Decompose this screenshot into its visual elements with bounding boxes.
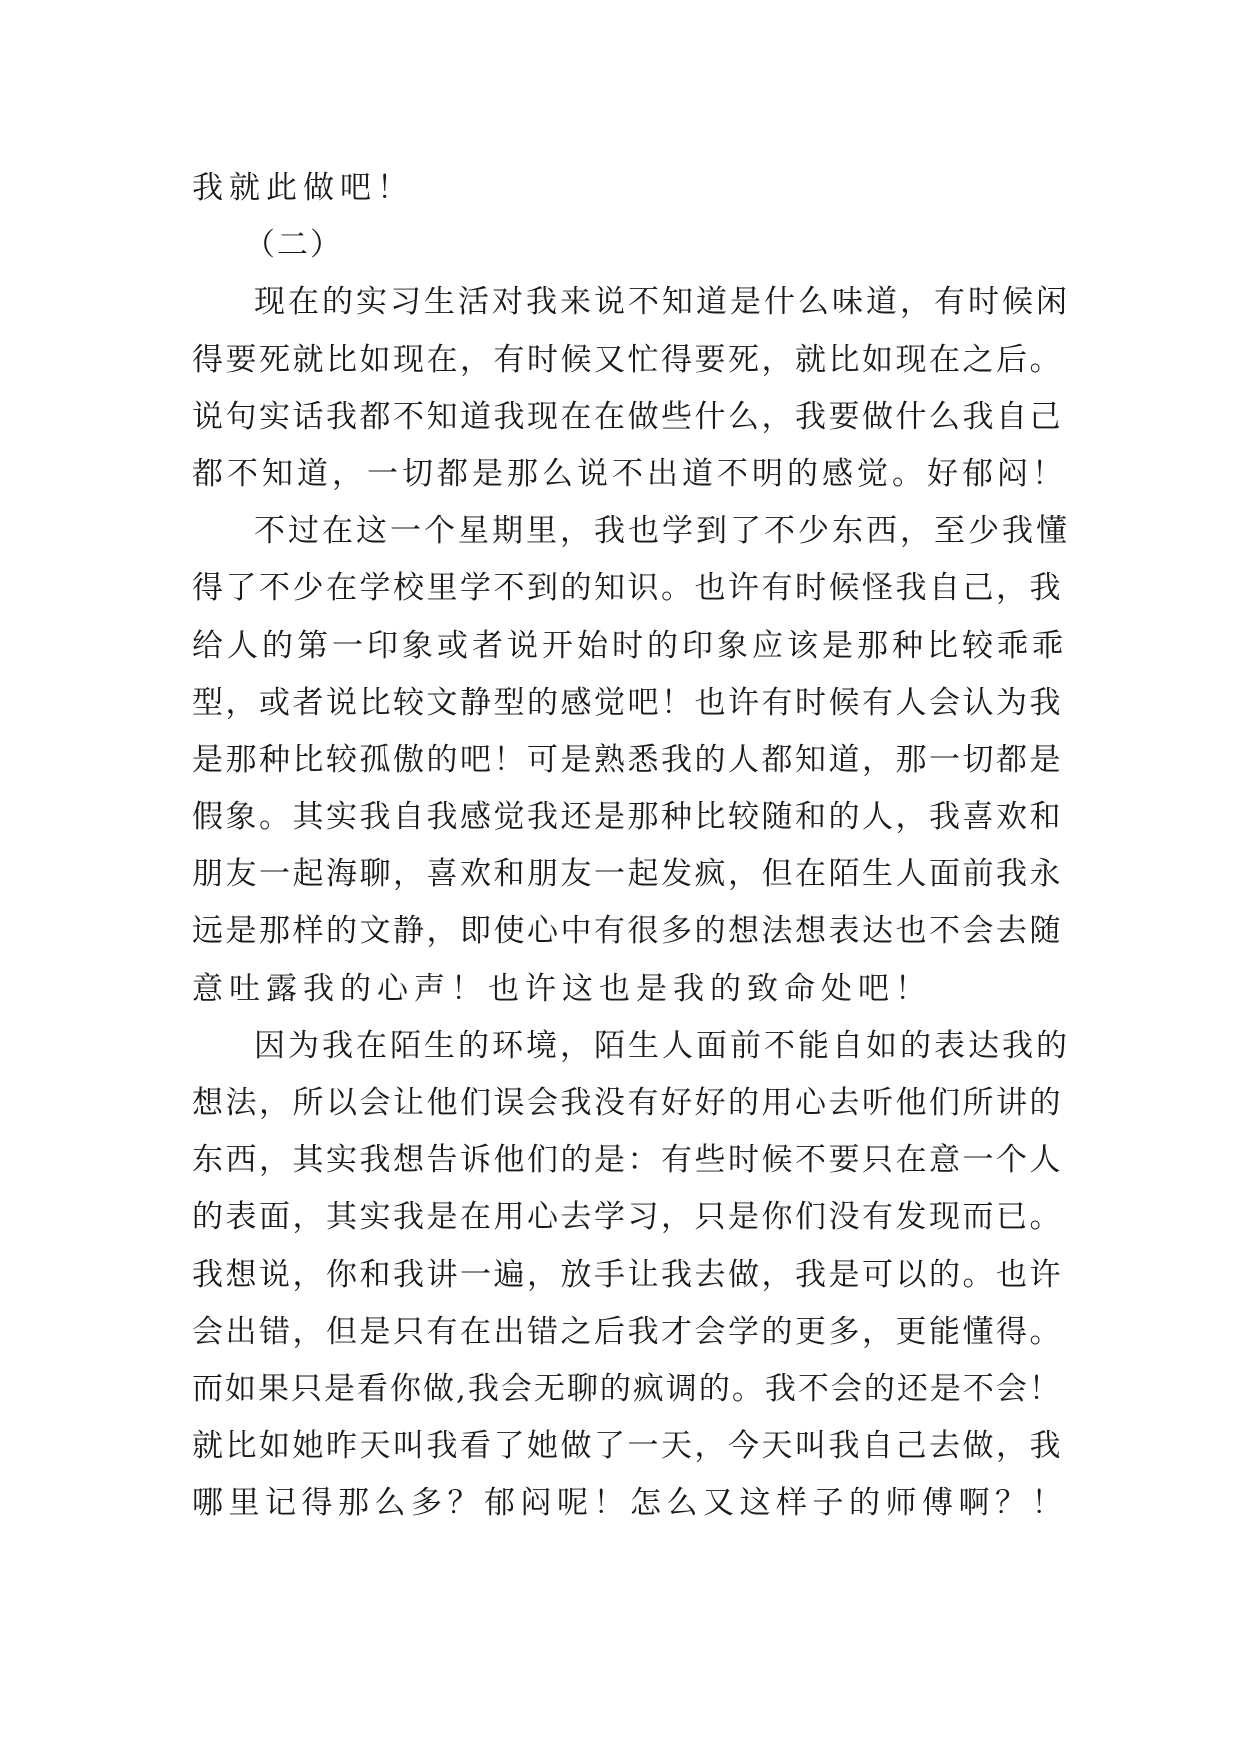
text-line: 都不知道，一切都是那么说不出道不明的感觉。好郁闷！ bbox=[192, 455, 1067, 492]
text-line: 型，或者说比较文静型的感觉吧！也许有时候有人会认为我 bbox=[192, 684, 1063, 721]
text-line: 假象。其实我自我感觉我还是那种比较随和的人，我喜欢和 bbox=[192, 799, 1063, 836]
text-line: 东西，其实我想告诉他们的是：有些时候不要只在意一个人 bbox=[192, 1142, 1063, 1179]
text-line: 就比如她昨天叫我看了她做了一天，今天叫我自己去做，我 bbox=[192, 1428, 1063, 1465]
text-line: 而如果只是看你做,我会无聊的疯调的。我不会的还是不会！ bbox=[192, 1370, 1062, 1407]
text-line: 意吐露我的心声！也许这也是我的致命处吧！ bbox=[192, 970, 932, 1007]
text-line: 远是那样的文静，即使心中有很多的想法想表达也不会去随 bbox=[192, 913, 1063, 950]
text-line: 给人的第一印象或者说开始时的印象应该是那种比较乖乖 bbox=[192, 627, 1067, 664]
paragraph-first-line: 现在的实习生活对我来说不知道是什么味道，有时候闲 bbox=[254, 284, 1070, 321]
text-line: 我就此做吧！ bbox=[192, 170, 414, 206]
paragraph-first-line: 不过在这一个星期里，我也学到了不少东西，至少我懂 bbox=[254, 513, 1070, 550]
text-line: 朋友一起海聊，喜欢和朋友一起发疯，但在陌生人面前我永 bbox=[192, 856, 1063, 893]
text-line: 得要死就比如现在，有时候又忙得要死，就比如现在之后。 bbox=[192, 341, 1063, 378]
text-line: 的表面，其实我是在用心去学习，只是你们没有发现而已。 bbox=[192, 1199, 1063, 1236]
document-body bbox=[192, 160, 1072, 1533]
text-line: 哪里记得那么多？郁闷呢！怎么又这样子的师傅啊？！ bbox=[192, 1485, 1068, 1522]
text-line: 说句实话我都不知道我现在在做些什么，我要做什么我自己 bbox=[192, 398, 1063, 435]
text-line: 我想说，你和我讲一遍，放手让我去做，我是可以的。也许 bbox=[192, 1256, 1063, 1293]
text-line: 会出错，但是只有在出错之后我才会学的更多，更能懂得。 bbox=[192, 1313, 1063, 1350]
paragraph-first-line: 因为我在陌生的环境，陌生人面前不能自如的表达我的 bbox=[254, 1027, 1070, 1064]
text-line: 得了不少在学校里学不到的知识。也许有时候怪我自己，我 bbox=[192, 570, 1063, 607]
text-line: 想法，所以会让他们误会我没有好好的用心去听他们所讲的 bbox=[192, 1085, 1063, 1121]
section-heading: （二） bbox=[244, 227, 343, 264]
text-line: 是那种比较孤傲的吧！可是熟悉我的人都知道，那一切都是 bbox=[192, 741, 1063, 778]
